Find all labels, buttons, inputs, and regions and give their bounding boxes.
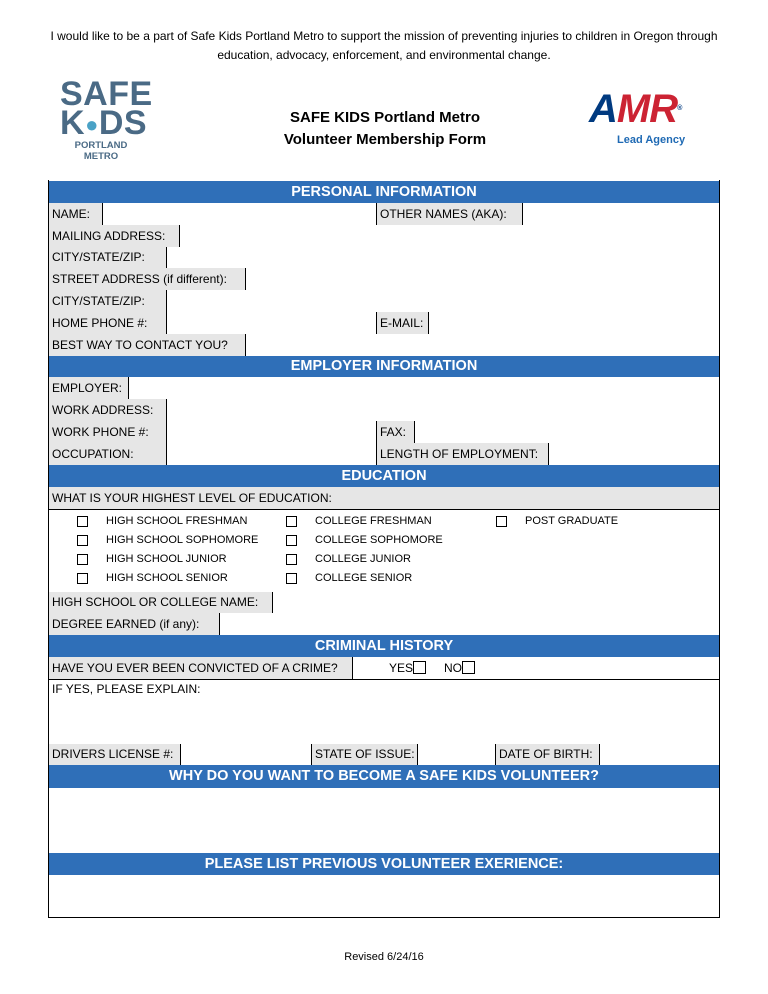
row-home-phone — [49, 312, 719, 335]
city-input-2[interactable] — [167, 290, 719, 312]
checkbox[interactable] — [286, 535, 297, 546]
intro-text — [0, 27, 768, 65]
row-city-2 — [49, 290, 719, 313]
license-input[interactable] — [181, 744, 312, 765]
work-address-input[interactable] — [167, 399, 719, 421]
amr-mark — [589, 89, 719, 129]
occupation-label: OCCUPATION: — [49, 443, 167, 465]
amr-tm: ® — [677, 105, 682, 112]
row-employer — [49, 377, 719, 400]
work-phone-input[interactable] — [167, 421, 377, 443]
home-phone-input[interactable] — [167, 312, 377, 334]
education-options — [49, 510, 719, 593]
name-label: NAME: — [49, 203, 103, 225]
dob-label: DATE OF BIRTH: — [496, 744, 600, 765]
checkbox[interactable] — [77, 554, 88, 565]
row-explain — [49, 679, 719, 745]
mailing-label: MAILING ADDRESS: — [49, 225, 180, 247]
school-name-label: HIGH SCHOOL OR COLLEGE NAME: — [49, 592, 273, 613]
street-label: STREET ADDRESS (if different): — [49, 268, 246, 290]
section-previous-header: PLEASE LIST PREVIOUS VOLUNTEER EXERIENCE: — [49, 853, 719, 875]
highest-level-label: WHAT IS YOUR HIGHEST LEVEL OF EDUCATION: — [52, 491, 332, 505]
no-label: NO — [444, 661, 462, 675]
section-why-header: WHY DO YOU WANT TO BECOME A SAFE KIDS VOLUNTEER? — [49, 765, 719, 788]
row-city-1 — [49, 247, 719, 269]
option-label: COLLEGE JUNIOR — [315, 553, 411, 565]
logo-word-kids — [60, 104, 148, 142]
row-name — [49, 203, 719, 226]
logo-sub-metro: METRO — [83, 151, 119, 163]
why-textarea[interactable] — [49, 788, 719, 853]
row-highest-level — [49, 487, 719, 510]
safe-kids-logo — [60, 75, 153, 163]
occupation-input[interactable] — [167, 443, 377, 465]
row-work-address — [49, 399, 719, 422]
row-mailing — [49, 225, 719, 248]
yes-checkbox[interactable] — [413, 661, 426, 674]
option-label: COLLEGE SOPHOMORE — [315, 534, 443, 546]
fax-input[interactable] — [415, 421, 719, 443]
work-phone-label: WORK PHONE #: — [49, 421, 167, 443]
employer-label: EMPLOYER: — [49, 377, 129, 399]
revised-date: Revised 6/24/16 — [344, 951, 424, 963]
option-label: HIGH SCHOOL SENIOR — [106, 572, 228, 584]
logo-k: K — [60, 104, 86, 142]
section-criminal-header: CRIMINAL HISTORY — [49, 635, 719, 657]
section-education-header: EDUCATION — [49, 465, 719, 487]
option-label: COLLEGE SENIOR — [315, 572, 413, 584]
degree-input[interactable] — [220, 613, 719, 635]
convicted-options — [353, 657, 719, 679]
checkbox[interactable] — [77, 535, 88, 546]
logo-dot: ● — [85, 112, 99, 138]
home-phone-label: HOME PHONE #: — [49, 312, 167, 334]
intro-line-2: education, advocacy, enforcement, and environmental change. — [217, 48, 551, 62]
option-label: HIGH SCHOOL SOPHOMORE — [106, 534, 259, 546]
intro-line-1: I would like to be a part of Safe Kids Portland Metro to support the mission of preventing injuries to children in Oregon through — [50, 29, 718, 43]
email-input[interactable] — [429, 312, 719, 334]
previous-textarea[interactable] — [49, 875, 719, 918]
amr-a: A — [589, 87, 617, 131]
explain-area[interactable] — [49, 679, 719, 744]
city-label-1: CITY/STATE/ZIP: — [49, 247, 167, 268]
work-address-label: WORK ADDRESS: — [49, 399, 167, 421]
logo-sub-portland: PORTLAND — [74, 140, 128, 152]
row-work-phone — [49, 421, 719, 444]
row-license — [49, 744, 719, 765]
email-label: E-MAIL: — [377, 312, 429, 334]
amr-logo — [589, 87, 719, 146]
license-label: DRIVERS LICENSE #: — [49, 744, 181, 765]
fax-label: FAX: — [377, 421, 415, 443]
title-line-1: SAFE KIDS Portland Metro — [289, 109, 480, 126]
logo-ds: DS — [98, 104, 148, 142]
row-best-way — [49, 334, 719, 356]
degree-label: DEGREE EARNED (if any): — [49, 613, 220, 635]
street-input[interactable] — [246, 268, 719, 290]
title-line-2: Volunteer Membership Form — [283, 131, 487, 148]
row-degree — [49, 613, 719, 635]
other-names-label: OTHER NAMES (AKA): — [377, 203, 523, 225]
convicted-label: HAVE YOU EVER BEEN CONVICTED OF A CRIME? — [49, 657, 353, 679]
city-input-1[interactable] — [167, 247, 719, 268]
row-occupation — [49, 443, 719, 465]
explain-label: IF YES, PLEASE EXPLAIN: — [52, 682, 201, 696]
state-issue-label: STATE OF ISSUE: — [312, 744, 418, 765]
length-label: LENGTH OF EMPLOYMENT: — [377, 443, 549, 465]
membership-form — [48, 180, 720, 918]
best-way-input[interactable] — [246, 334, 719, 356]
best-way-label: BEST WAY TO CONTACT YOU? — [49, 334, 246, 356]
yes-option[interactable] — [389, 657, 426, 679]
name-input[interactable] — [103, 203, 377, 225]
state-issue-input[interactable] — [418, 744, 496, 765]
employer-input[interactable] — [129, 377, 719, 399]
checkbox[interactable] — [286, 516, 297, 527]
option-label: POST GRADUATE — [525, 515, 619, 527]
section-personal-header: PERSONAL INFORMATION — [49, 181, 719, 203]
lead-agency-label: Lead Agency — [617, 134, 686, 146]
mailing-input[interactable] — [180, 225, 719, 247]
checkbox[interactable] — [77, 516, 88, 527]
logo-word-safe: SAFE — [60, 75, 153, 113]
checkbox[interactable] — [77, 573, 88, 584]
option-label: HIGH SCHOOL JUNIOR — [106, 553, 227, 565]
row-street — [49, 268, 719, 291]
section-employer-header: EMPLOYER INFORMATION — [49, 356, 719, 377]
no-checkbox[interactable] — [462, 661, 475, 674]
no-option[interactable] — [444, 657, 475, 679]
dob-input[interactable] — [600, 744, 719, 765]
city-label-2: CITY/STATE/ZIP: — [49, 290, 167, 312]
option-label: HIGH SCHOOL FRESHMAN — [106, 515, 248, 527]
checkbox[interactable] — [496, 516, 507, 527]
form-title — [240, 107, 530, 151]
amr-mr: MR — [616, 87, 678, 131]
checkbox[interactable] — [286, 554, 297, 565]
row-convicted — [49, 657, 719, 680]
length-input[interactable] — [549, 443, 719, 465]
yes-label: YES — [389, 661, 414, 675]
row-school-name — [49, 592, 719, 614]
other-names-input[interactable] — [523, 203, 719, 225]
option-label: COLLEGE FRESHMAN — [315, 515, 432, 527]
school-name-input[interactable] — [273, 592, 719, 613]
checkbox[interactable] — [286, 573, 297, 584]
